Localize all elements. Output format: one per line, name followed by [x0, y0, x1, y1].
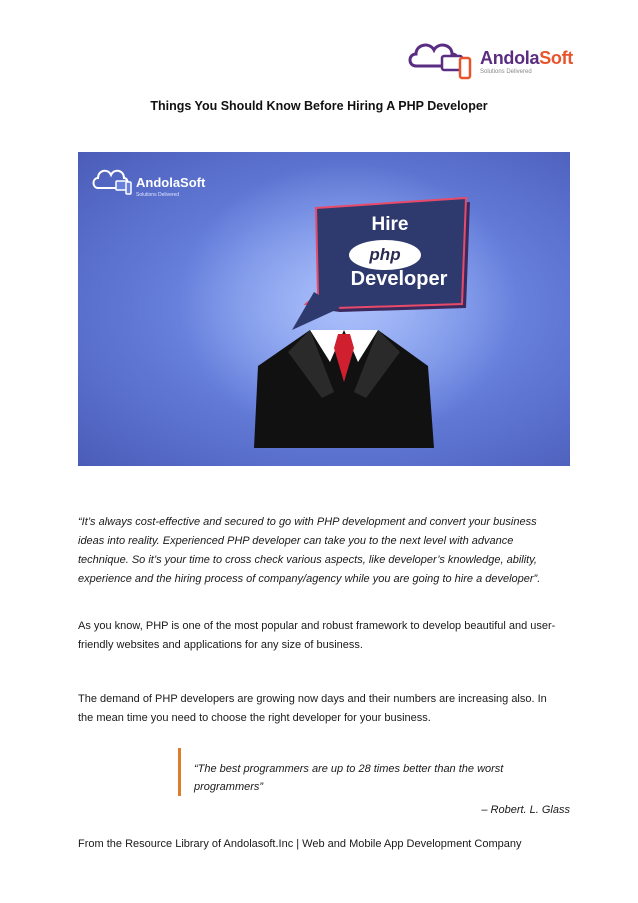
document-title: Things You Should Know Before Hiring A PHP Developer — [150, 99, 488, 113]
hire-php-developer-banner — [78, 152, 570, 466]
php-badge-text: php — [369, 245, 401, 264]
pull-quote-author: – Robert. L. Glass — [481, 804, 570, 816]
footer-text: From the Resource Library of Andolasoft.Inc | Web and Mobile App Development Company — [78, 838, 522, 850]
pull-quote-bar — [178, 748, 181, 796]
php-badge — [349, 240, 421, 270]
paragraph-developer-demand: The demand of PHP developers are growing now days and their numbers are increasing also. In the mean time you need to choose the right developer for your business. — [78, 693, 547, 724]
cloud-devices-logo-icon — [406, 36, 478, 82]
bubble-hire-text: Hire — [371, 214, 409, 235]
cloud-devices-logo-icon — [92, 166, 132, 200]
paragraph-php-popularity: As you know, PHP is one of the most popular and robust framework to develop beautiful and user-friendly websites and applications for any size of business. — [78, 620, 556, 651]
intro-quote: “It’s always cost-effective and secured to go with PHP development and convert your business ideas into reality. Experienced PHP developer can take you to the next level with advance technique. So it’s your time to cross check various aspects, like developer’s knowledge, ability, experience and the hiring process of company/agency while you are going to hire a developer”. — [78, 516, 541, 585]
logo-wordmark: AndolaSoft — [480, 48, 573, 68]
banner-logo-wordmark: AndolaSoft — [136, 175, 206, 190]
banner-logo — [92, 166, 222, 206]
logo-tagline: Solutions Delivered — [480, 69, 532, 75]
pull-quote-text: “The best programmers are up to 28 times better than the worst programmers” — [194, 763, 504, 793]
banner-logo-tagline: Solutions Delivered — [136, 192, 180, 198]
bubble-developer-text: Developer — [350, 268, 448, 290]
andolasoft-logo — [406, 36, 576, 82]
